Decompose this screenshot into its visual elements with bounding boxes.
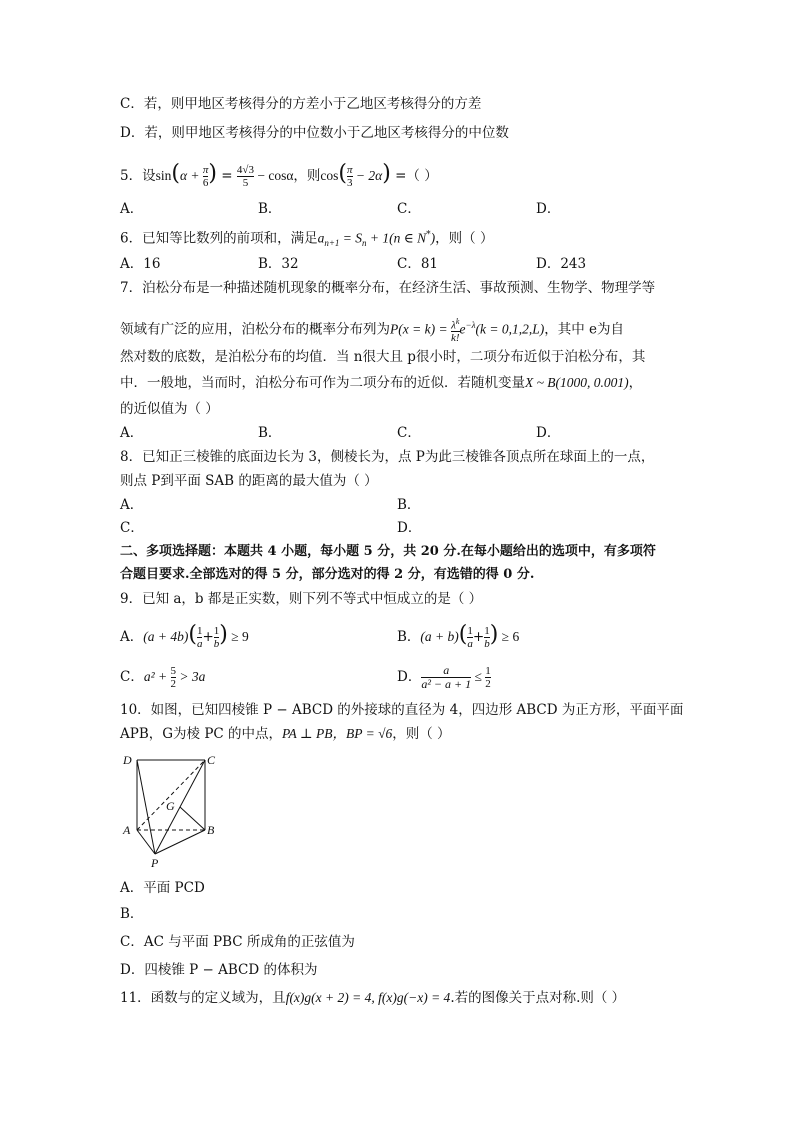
q5-option-a: A． <box>120 201 144 217</box>
q10-option-c: C．AC 与平面 PBC 所成角的正弦值为 <box>120 934 355 950</box>
q8-line-1: 8．已知正三棱锥的底面边长为 3，侧棱长为，点 P为此三棱锥各顶点所在球面上的一点， <box>120 449 655 465</box>
q9-option-d: D． $\frac{a}{\text{a² − a + 1}}$ ≤ $\frac{1}{2}$ <box>397 663 491 691</box>
q8-option-a: A． <box>120 497 144 513</box>
q6-option-d: D．243 <box>536 256 587 272</box>
lambda-k-over-kfact: $\frac{\lambda^k}{k!}$ <box>450 316 460 345</box>
label-g: G <box>166 799 175 813</box>
q7-option-b: B． <box>258 425 282 441</box>
q7-line-1: 7．泊松分布是一种描述随机现象的概率分布，在经济生活、事故预测、生物学、物理学等 <box>120 280 656 296</box>
q11-stem: 11．函数与的定义域为，且f(x)g(x + 2) = 4, f(x)g(−x) = 4.若的图像关于点对称.则（ ） <box>120 990 626 1006</box>
q8-option-d: D． <box>397 520 422 536</box>
label-p: P <box>151 856 159 870</box>
q4-option-c: C．若，则甲地区考核得分的方差小于乙地区考核得分的方差 <box>120 96 482 112</box>
q5-option-d: D． <box>536 201 561 217</box>
label-b: B <box>207 823 215 837</box>
q6-option-a: A．16 <box>120 256 161 272</box>
q7-line-5: 的近似值为（ ） <box>120 401 219 417</box>
section-2-header-line-2: 合题目要求.全部选对的得 5 分，部分选对的得 2 分，有选错的得 0 分. <box>120 567 535 582</box>
q10-option-b: B． <box>120 906 144 922</box>
q6-option-b: B．32 <box>258 256 299 272</box>
q8-option-b: B． <box>397 497 421 513</box>
q6-option-c: C．81 <box>397 256 439 272</box>
q10-line-2: APB，G为棱 PC 的中点，PA ⊥ PB，BP = √6，则（ ） <box>120 726 451 742</box>
q5-stem: 5．设sin(α + $\frac{\pi}{6}$ ) = $\frac{4√3}{5}$ − cosα，则cos( $\frac{\pi}{3}$ − 2α) =（ ） <box>120 161 438 189</box>
pyramid-figure <box>118 750 228 870</box>
q8-line-2: 则点 P到平面 SAB 的距离的最大值为（ ） <box>120 473 378 489</box>
q7-line-4: 中．一般地，当而时，泊松分布可作为二项分布的近似．若随机变量X ~ B(1000, 0.001)， <box>120 375 643 391</box>
q10-line-1: 10．如图，已知四棱锥 P − ABCD 的外接球的直径为 4，四边形 ABCD 为正方形，平面平面 <box>120 702 684 718</box>
q9-option-b: B．(a + b)( $\frac{1}{a}$ + $\frac{1}{b}$ ) ≥ 6 <box>397 622 520 650</box>
q10-option-a: A．平面 PCD <box>120 880 205 896</box>
q9-stem: 9．已知 a，b 都是正实数，则下列不等式中恒成立的是（ ） <box>120 591 483 607</box>
frac-4root3-over-5: $\frac{4√3}{5}$ <box>236 164 254 189</box>
q7-line-3: 然对数的底数，是泊松分布的均值．当 n很大且 p很小时，二项分布近似于泊松分布，其 <box>120 349 646 365</box>
label-c: C <box>207 753 216 767</box>
q6-stem: 6．已知等比数列的前项和，满足$a_{n+1} = S_n + 1(n$ ∈ N*)，则（ ） <box>120 230 494 249</box>
q7-option-c: C． <box>397 425 421 441</box>
q7-option-d: D． <box>536 425 561 441</box>
q9-option-c: C．a² + $\frac{5}{2}$ > 3a <box>120 665 206 690</box>
q5-option-c: C． <box>397 201 421 217</box>
q10-option-d: D．四棱锥 P − ABCD 的体积为 <box>120 962 318 978</box>
label-a: A <box>123 823 131 837</box>
q4-option-d: D．若，则甲地区考核得分的中位数小于乙地区考核得分的中位数 <box>120 125 509 141</box>
pi-over-3: $\frac{\pi}{3}$ <box>347 164 353 189</box>
q9-option-a: A．(a + 4b)( $\frac{1}{a}$ + $\frac{1}{b}$ ) ≥ 9 <box>120 622 249 650</box>
q7-line-2: 领域有广泛的应用，泊松分布的概率分布列为P(x = k) = $\frac{\lambda^k}{k!}$ $e^{-\lambda}(k = 0,1,2,L)$，其中 e为自 <box>120 316 624 345</box>
label-d: D <box>123 753 132 767</box>
pi-over-6: $\frac{\pi}{6}$ <box>202 164 209 189</box>
q5-option-b: B． <box>258 201 282 217</box>
q8-option-c: C． <box>120 520 144 536</box>
section-2-header-line-1: 二、多项选择题：本题共 4 小题，每小题 5 分，共 20 分.在每小题给出的选项中，有多项符 <box>120 544 656 559</box>
q7-option-a: A． <box>120 425 144 441</box>
